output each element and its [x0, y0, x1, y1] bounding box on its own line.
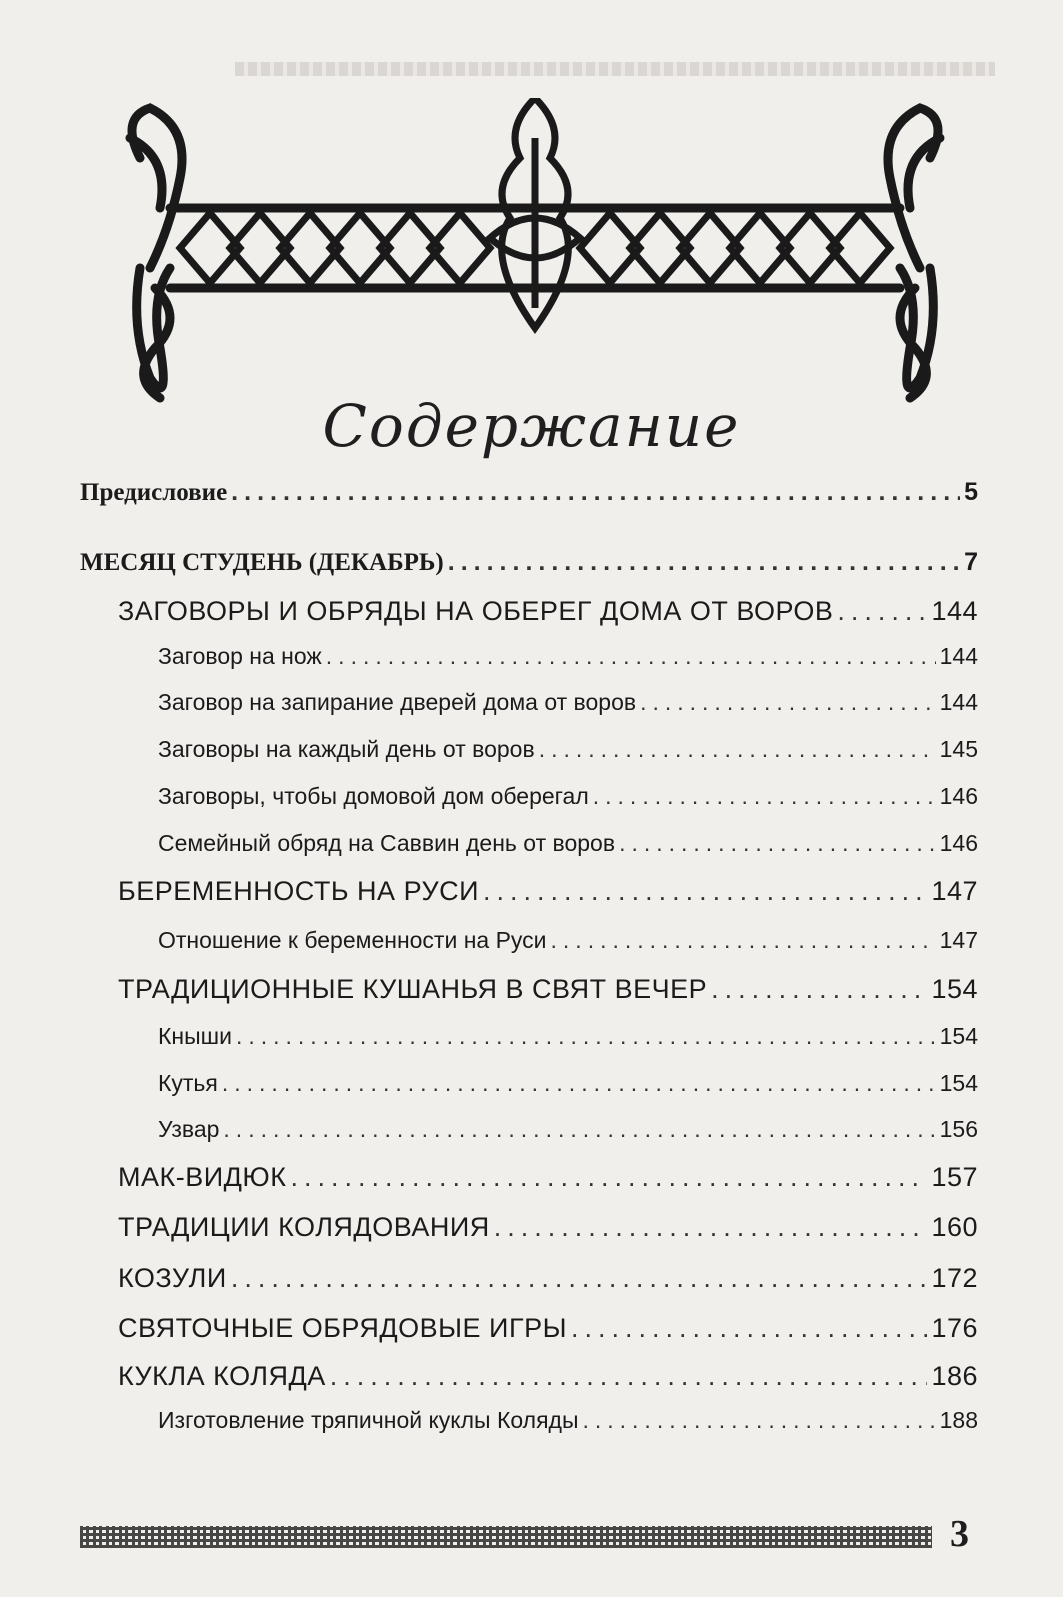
toc-entry[interactable]: [158, 736, 978, 763]
dot-leader: [223, 1116, 935, 1143]
bleed-through-ornament: [235, 62, 995, 76]
toc-entry-page: 147: [931, 876, 978, 906]
toc-entry-title: Кныши: [158, 1023, 232, 1049]
dot-leader: [330, 1361, 928, 1392]
toc-entry-page: 144: [939, 643, 978, 669]
toc-entry-page: 154: [939, 1070, 978, 1096]
toc-entry-title: Заговоры на каждый день от воров: [158, 736, 535, 762]
toc-entry-title: Отношение к беременности на Руси: [158, 927, 547, 953]
toc-entry[interactable]: [118, 876, 978, 907]
toc-entry-page: 154: [931, 974, 978, 1004]
toc-entry-title: БЕРЕМЕННОСТЬ НА РУСИ: [118, 876, 480, 906]
dot-leader: [837, 596, 927, 627]
dot-leader: [448, 548, 960, 577]
toc-entry[interactable]: [158, 1023, 978, 1050]
toc-entry[interactable]: [158, 1070, 978, 1097]
page-number: 3: [950, 1513, 969, 1555]
celtic-knot-header-ornament: [110, 98, 960, 408]
toc-entry[interactable]: [118, 1313, 978, 1344]
dot-leader: [551, 927, 936, 954]
dot-leader: [539, 736, 936, 763]
toc-entry-title: ТРАДИЦИИ КОЛЯДОВАНИЯ: [118, 1212, 490, 1242]
dot-leader: [326, 643, 936, 670]
toc-entry[interactable]: [158, 927, 978, 954]
dot-leader: [222, 1070, 936, 1097]
toc-entry[interactable]: [118, 1361, 978, 1392]
toc-entry-title: Заговор на запирание дверей дома от воров: [158, 689, 637, 715]
toc-entry-page: 147: [939, 927, 978, 953]
toc-entry[interactable]: [118, 1212, 978, 1243]
dot-leader: [236, 1023, 936, 1050]
toc-entry-page: 188: [939, 1407, 978, 1433]
toc-entry-page: 172: [931, 1263, 978, 1293]
dot-leader: [483, 876, 927, 907]
toc-entry-page: 146: [939, 783, 978, 809]
toc-entry[interactable]: [118, 1162, 978, 1193]
dot-leader: [290, 1162, 927, 1193]
toc-entry[interactable]: [80, 478, 978, 507]
dot-leader: [640, 689, 936, 716]
toc-entry-title: Узвар: [158, 1116, 220, 1142]
toc-entry-title: КОЗУЛИ: [118, 1263, 227, 1293]
toc-entry-page: 154: [939, 1023, 978, 1049]
toc-entry[interactable]: [158, 689, 978, 716]
dot-leader: [619, 830, 936, 857]
toc-entry[interactable]: [158, 783, 978, 810]
toc-entry-page: 146: [939, 830, 978, 856]
toc-entry-title: Заговор на нож: [158, 643, 322, 669]
toc-entry[interactable]: [158, 830, 978, 857]
toc-entry[interactable]: [118, 1263, 978, 1294]
toc-entry-page: 157: [931, 1162, 978, 1192]
toc-entry-title: Семейный обряд на Саввин день от воров: [158, 830, 616, 856]
toc-entry[interactable]: [158, 643, 978, 670]
toc-entry[interactable]: [158, 1116, 978, 1143]
toc-entry-title: Кутья: [158, 1070, 218, 1096]
dot-leader: [582, 1407, 935, 1434]
dot-leader: [711, 974, 927, 1005]
toc-entry[interactable]: [118, 974, 978, 1005]
toc-entry-title: Изготовление тряпичной куклы Коляды: [158, 1407, 579, 1433]
toc-entry-page: 144: [931, 596, 978, 626]
dot-leader: [231, 478, 960, 507]
bottom-ornament-strip: [80, 1526, 932, 1548]
toc-entry-title: КУКЛА КОЛЯДА: [118, 1361, 326, 1391]
toc-entry-title: МЕСЯЦ СТУДЕНЬ (ДЕКАБРЬ): [80, 549, 444, 576]
dot-leader: [571, 1313, 927, 1344]
toc-entry-page: 7: [964, 548, 978, 576]
toc-entry-title: ТРАДИЦИОННЫЕ КУШАНЬЯ В СВЯТ ВЕЧЕР: [118, 974, 708, 1004]
toc-entry[interactable]: [158, 1407, 978, 1434]
toc-entry-title: СВЯТОЧНЫЕ ОБРЯДОВЫЕ ИГРЫ: [118, 1313, 567, 1343]
toc-entry-page: 186: [931, 1361, 978, 1391]
toc-entry-page: 144: [939, 689, 978, 715]
toc-entry-page: 156: [939, 1116, 978, 1142]
dot-leader: [231, 1263, 928, 1294]
toc-entry-page: 145: [939, 736, 978, 762]
toc-entry-title: ЗАГОВОРЫ И ОБРЯДЫ НА ОБЕРЕГ ДОМА ОТ ВОРОВ: [118, 596, 834, 626]
toc-entry-page: 5: [964, 478, 978, 506]
toc-entry-title: Предисловие: [80, 479, 228, 506]
toc-entry-page: 160: [931, 1212, 978, 1242]
toc-entry-title: Заговоры, чтобы домовой дом оберегал: [158, 783, 589, 809]
page-title: Содержание: [322, 392, 741, 460]
toc-entry-title: МАК-ВИДЮК: [118, 1162, 287, 1192]
toc-entry[interactable]: [80, 548, 978, 577]
dot-leader: [593, 783, 936, 810]
toc-entry-page: 176: [931, 1313, 978, 1343]
dot-leader: [494, 1212, 928, 1243]
toc-entry[interactable]: [118, 596, 978, 627]
